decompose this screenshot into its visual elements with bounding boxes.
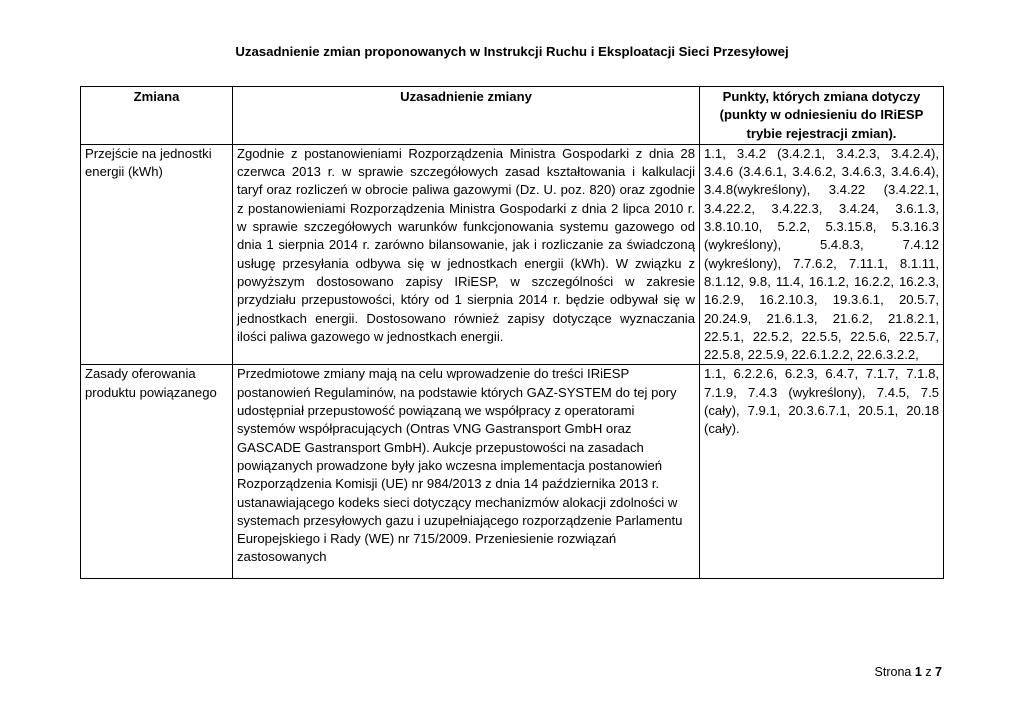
- page-footer: [875, 665, 942, 679]
- table-header-row: [81, 87, 944, 145]
- cell-points: 1.1, 6.2.2.6, 6.2.3, 6.4.7, 7.1.7, 7.1.8, 7.1.9, 7.4.3 (wykreślony), 7.4.5, 7.5 (cały), 7.9.1, 20.3.6.7.1, 20.5.1, 20.18 (cały).: [700, 365, 944, 579]
- cell-points: 1.1, 3.4.2 (3.4.2.1, 3.4.2.3, 3.4.2.4), 3.4.6 (3.4.6.1, 3.4.6.2, 3.4.6.3, 3.4.6.4), 3.4.8(wykreślony), 3.4.22 (3.4.22.1, 3.4.22.2, 3.4.22.3, 3.4.24, 3.6.1.3, 3.8.10.10, 5.2.2, 5.3.15.8, 5.3.16.3 (wykreślony), 5.4.8.3, 7.4.12 (wykreślony), 7.7.6.2, 7.11.1, 8.1.11, 8.1.12, 9.8, 11.4, 16.1.2, 16.2.2, 16.2.3, 16.2.9, 16.2.10.3, 19.3.6.1, 20.5.7, 20.24.9, 21.6.1.3, 21.6.2, 21.8.2.1, 22.5.1, 22.5.2, 22.5.5, 22.5.6, 22.5.7, 22.5.8, 22.5.9, 22.6.1.2.2, 22.6.3.2.2,: [700, 144, 944, 365]
- page-separator: z: [925, 665, 932, 679]
- cell-justification-wrap: [233, 365, 700, 579]
- cell-change: Zasady oferowania produktu powiązanego: [81, 365, 233, 579]
- cell-justification: Przedmiotowe zmiany mają na celu wprowadzenie do treści IRiESP postanowień Regulaminów, na podstawie których GAZ-SYSTEM do tej pory udostępniał przepustowość powiązaną we współpracy z operatorami systemów współpracujących (Ontras VNG Gastransport GmbH oraz GASCADE Gastransport GmbH). Aukcje przepustowości na zasadach powiązanych prowadzone były jako wczesna implementacja postanowień Rozporządzenia Komisji (UE) nr 984/2013 z dnia 14 października 2013 r. ustanawiającego kodeks sieci dotyczący mechanizmów alokacji zdolności w systemach przesyłowych gazu i uzupełniającego rozporządzenie Parlamentu Europejskiego i Rady (WE) nr 715/2009. Przeniesienie rozwiązań zastosowanych: [237, 366, 683, 565]
- cell-change: Przejście na jednostki energii (kWh): [81, 144, 233, 365]
- page-total: 7: [935, 665, 942, 679]
- header-change: Zmiana: [81, 87, 233, 145]
- page-current: 1: [914, 665, 922, 679]
- page-label: Strona: [874, 665, 912, 679]
- header-points: Punkty, których zmiana dotyczy (punkty w odniesieniu do IRiESP trybie rejestracji zmian).: [700, 87, 944, 145]
- table-row: [81, 144, 944, 365]
- changes-table: [80, 86, 944, 579]
- header-justification: Uzasadnienie zmiany: [233, 87, 700, 145]
- document-title: Uzasadnienie zmian proponowanych w Instrukcji Ruchu i Eksploatacji Sieci Przesyłowej: [235, 44, 789, 59]
- table-row: [81, 365, 944, 579]
- cell-justification: Zgodnie z postanowieniami Rozporządzenia Ministra Gospodarki z dnia 28 czerwca 2013 r. w sprawie szczegółowych zasad kształtowania i kalkulacji taryf oraz rozliczeń w obrocie paliwa gazowymi (Dz. U. poz. 820) oraz zgodnie z postanowieniami Rozporządzenia Ministra Gospodarki z dnia 2 lipca 2010 r. w sprawie szczegółowych warunków funkcjonowania systemu gazowego od dnia 1 sierpnia 2014 r. zarówno bilansowanie, jak i rozliczanie za świadczoną usługę przesyłania odbywa się w jednostkach energii (kWh). W związku z powyższym dostosowano zapisy IRiESP, w szczególności w zakresie przydziału przepustowości, który od 1 sierpnia 2014 r. będzie odbywał się w jednostkach energii. Dostosowano również zapisy dotyczące wyznaczania ilości paliwa gazowego w jednostkach energii.: [233, 144, 700, 365]
